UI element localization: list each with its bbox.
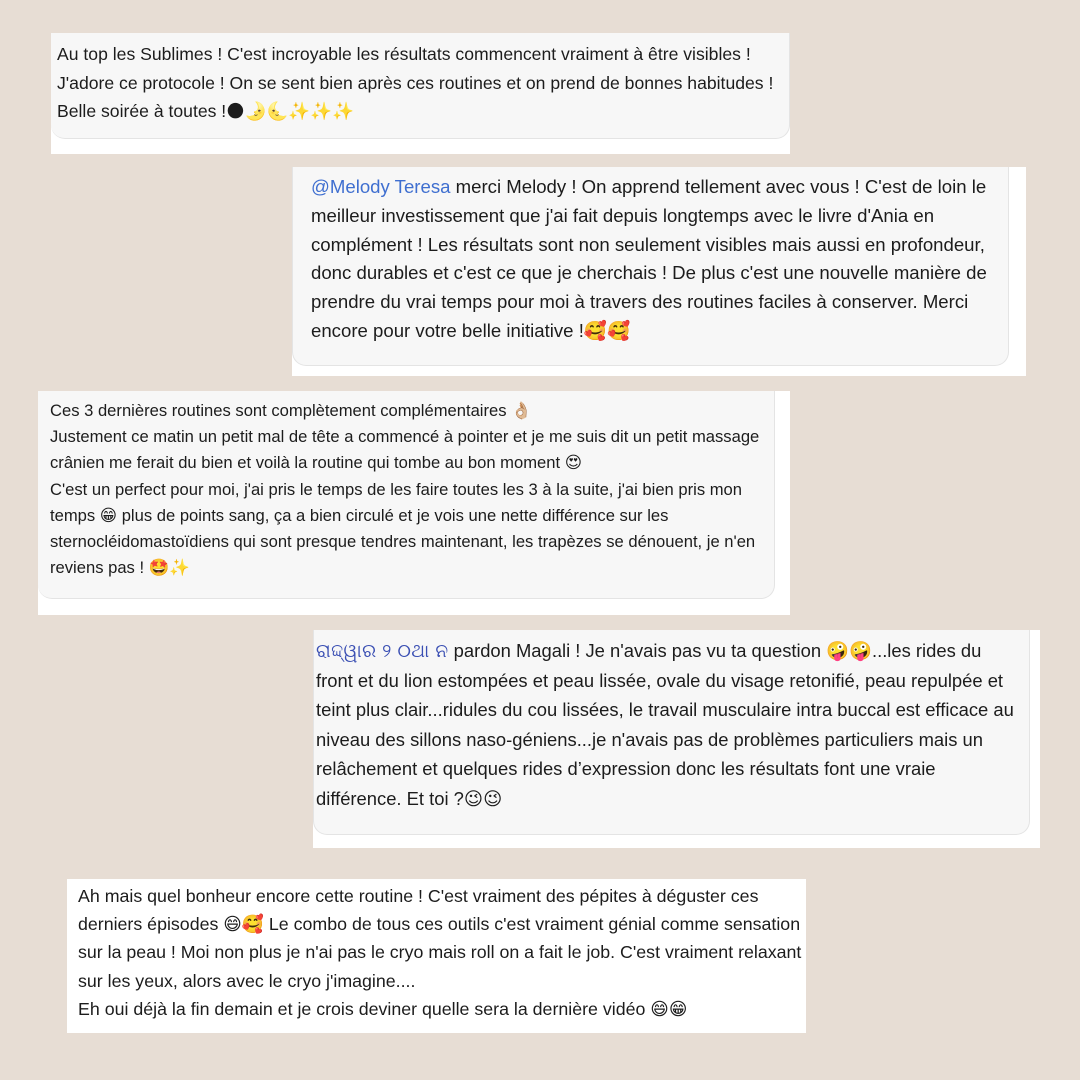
comment-card-4 — [313, 630, 1040, 848]
comment-text — [311, 173, 1001, 346]
comment-card-5 — [67, 879, 806, 1033]
comment-text: Au top les Sublimes ! C'est incroyable les résultats commencent vraiment à être visibles ! J'adore ce protocole ! On se sent bien après ces routines et on prend de bonnes habitudes ! Belle soirée à toutes !🌑🌛🌜✨✨✨ — [57, 44, 774, 121]
comment-body: merci Melody ! On apprend tellement avec vous ! C'est de loin le meilleur investissement que j'ai fait depuis longtemps avec le livre d'Ania en complément ! Les résultats sont non seulement visibles mais aussi en profondeur, donc durables et c'est ce que je cherchais ! De plus c'est une nouvelle manière de prendre du vrai temps pour moi à travers des routines faciles à conserver. Merci encore pour votre belle initiative !🥰🥰 — [311, 176, 987, 341]
comment-card-1 — [51, 33, 790, 154]
comment-text — [316, 636, 1021, 814]
comment-body: pardon Magali ! Je n'avais pas vu ta question 🤪🤪...les rides du front et du lion estompées et peau lissée, ovale du visage retonifié, peau repulpée et teint plus clair...ridules du cou lissées, le travail musculaire intra buccal est efficace au niveau des sillons naso-géniens...je n'avais pas de problèmes particuliers mais un relâchement et quelques rides d’expression donc les résultats font une vraie différence. Et toi ?😉😉 — [316, 640, 1014, 809]
mention-link[interactable]: ରାଦ୍ଦ୍ୱାର ୨ ୦ଥା ନ — [316, 640, 449, 661]
comment-card-2 — [292, 167, 1026, 376]
comment-card-3 — [38, 391, 790, 615]
comment-text: Ah mais quel bonheur encore cette routine ! C'est vraiment des pépites à déguster ces derniers épisodes 😄🥰 Le combo de tous ces outils c'est vraiment génial comme sensation sur la peau ! Moi non plus je n'ai pas le cryo mais roll on a fait le job. C'est vraiment relaxant sur les yeux, alors avec le cryo j'imagine.... Eh oui déjà la fin demain et je crois deviner quelle sera la dernière vidéo 😄😁 — [78, 886, 802, 1019]
comment-text: Ces 3 dernières routines sont complètement complémentaires 👌🏼 Justement ce matin un petit mal de tête a commencé à pointer et je me suis dit un petit massage crânien me ferait du bien et voilà la routine qui tombe au bon moment 😍 C'est un perfect pour moi, j'ai pris le temps de les faire toutes les 3 à la suite, j'ai bien pris mon temps 😁 plus de points sang, ça a bien circulé et je vois une nette différence sur les sternocléidomastoïdiens qui sont presque tendres maintenant, les trapèzes se dénouent, je n'en reviens pas ! 🤩✨ — [50, 401, 760, 578]
mention-link[interactable]: @Melody Teresa — [311, 176, 451, 197]
